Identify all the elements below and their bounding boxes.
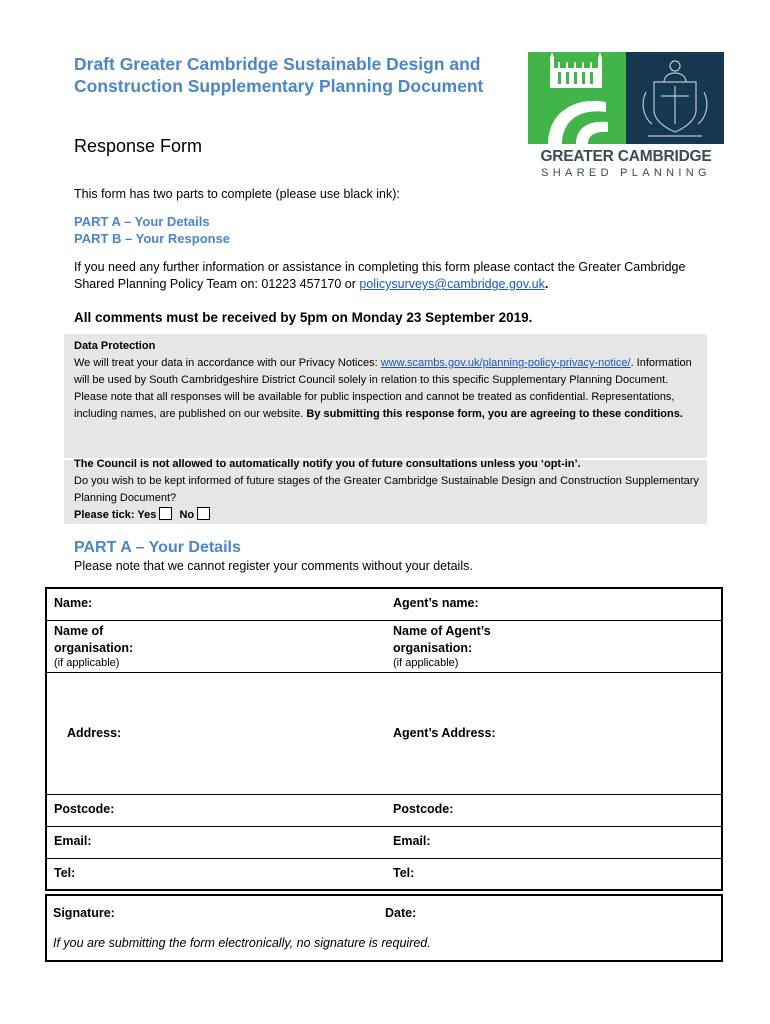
agent-email-field[interactable] [386,826,722,858]
greater-cambridge-logo [528,52,724,182]
yes-checkbox[interactable] [159,507,172,520]
tick-label: Please tick: [74,509,135,521]
document-title: Draft Greater Cambridge Sustainable Design and Construction Supplementary Planning Document [74,54,484,96]
agent-address-label: Agent’s Address: [393,726,496,740]
name-field[interactable] [46,588,386,620]
privacy-text: We will treat your data in accordance with our Privacy Notices: [74,357,378,369]
signature-note: If you are submitting the form electronically, no signature is required. [53,936,431,950]
data-protection-heading: Data Protection [74,340,156,352]
data-protection-section [74,338,699,423]
tel-field[interactable] [46,858,386,890]
organisation-label: Name of organisation: [54,623,134,655]
agent-organisation-field[interactable] [386,620,722,672]
agent-tel-field[interactable] [386,858,722,890]
table-row [46,794,722,826]
table-row [46,672,722,794]
postcode-field[interactable] [46,794,386,826]
table-row [46,858,722,890]
organisation-hint: (if applicable) [54,656,120,669]
tel-label: Tel: [54,865,76,880]
part-a-note: Please note that we cannot register your comments without your details. [74,559,473,573]
table-row [46,620,722,672]
agent-address-field[interactable] [386,672,722,794]
deadline-notice: All comments must be received by 5pm on Monday 23 September 2019. [74,310,533,325]
parts-intro: This form has two parts to complete (please use black ink): [74,187,400,201]
address-label: Address: [67,726,122,740]
agent-organisation-hint: (if applicable) [393,656,459,669]
agent-name-field[interactable] [386,588,722,620]
agent-postcode-label: Postcode: [393,801,454,816]
email-label: Email: [54,833,92,848]
contact-text: If you need any further information or assistance in completing this form please contact the Greater Cambridge Shared Planning Policy Team on: 01223 457170 or [74,260,686,291]
details-table [45,587,723,891]
logo-text-secondary: SHARED PLANNING [541,167,711,179]
opt-in-heading: The Council is not allowed to automatically notify you of future consultations unless you ‘opt-in’. [74,458,581,470]
agreement-statement: By submitting this response form, you are agreeing to these conditions. [306,408,683,420]
agent-organisation-label: Name of Agent’s organisation: [393,623,491,655]
logo-text-primary: GREATER CAMBRIDGE [540,148,712,165]
privacy-notice-link[interactable]: www.scambs.gov.uk/planning-policy-privacy-notice/ [380,357,631,369]
form-subtitle: Response Form [74,136,203,156]
email-field[interactable] [46,826,386,858]
no-label: No [179,509,195,521]
part-a-link: PART A – Your Details [74,214,210,229]
opt-in-section [74,456,699,524]
table-row [46,588,722,620]
kings-college-chapel-icon [528,52,626,144]
date-field[interactable]: Date: [385,906,417,920]
address-field[interactable] [46,672,386,794]
no-checkbox[interactable] [197,507,210,520]
signature-box [45,894,723,962]
agent-postcode-field[interactable] [386,794,722,826]
opt-in-tick-row [74,507,699,524]
part-a-heading: PART A – Your Details [74,539,241,556]
agent-tel-label: Tel: [393,865,415,880]
agent-email-label: Email: [393,833,431,848]
organisation-field[interactable] [46,620,386,672]
name-label: Name: [54,596,93,610]
yes-label: Yes [137,509,157,521]
part-b-link: PART B – Your Response [74,231,231,246]
contact-end: . [544,277,549,291]
table-row [46,826,722,858]
data-protection-box [64,334,707,524]
data-protection-text [74,355,699,423]
agent-name-label: Agent’s name: [393,596,479,610]
privacy-text-continued: . Information will be used by South Cambridgeshire District Council solely in relation to this specific Supplementary Planning Document. Please note that all responses will be available for public inspection and cannot be treated as confidential. Representations, including names, are published on our website. [74,357,692,420]
contact-email-link[interactable]: policysurveys@cambridge.gov.uk [359,277,545,291]
postcode-label: Postcode: [54,801,115,816]
coat-of-arms-icon [626,52,724,144]
contact-paragraph [74,259,704,293]
opt-in-question: Do you wish to be kept informed of future stages of the Greater Cambridge Sustainable Design and Construction Supplementary Planning Document? [74,475,699,504]
signature-field[interactable]: Signature: [53,906,115,920]
